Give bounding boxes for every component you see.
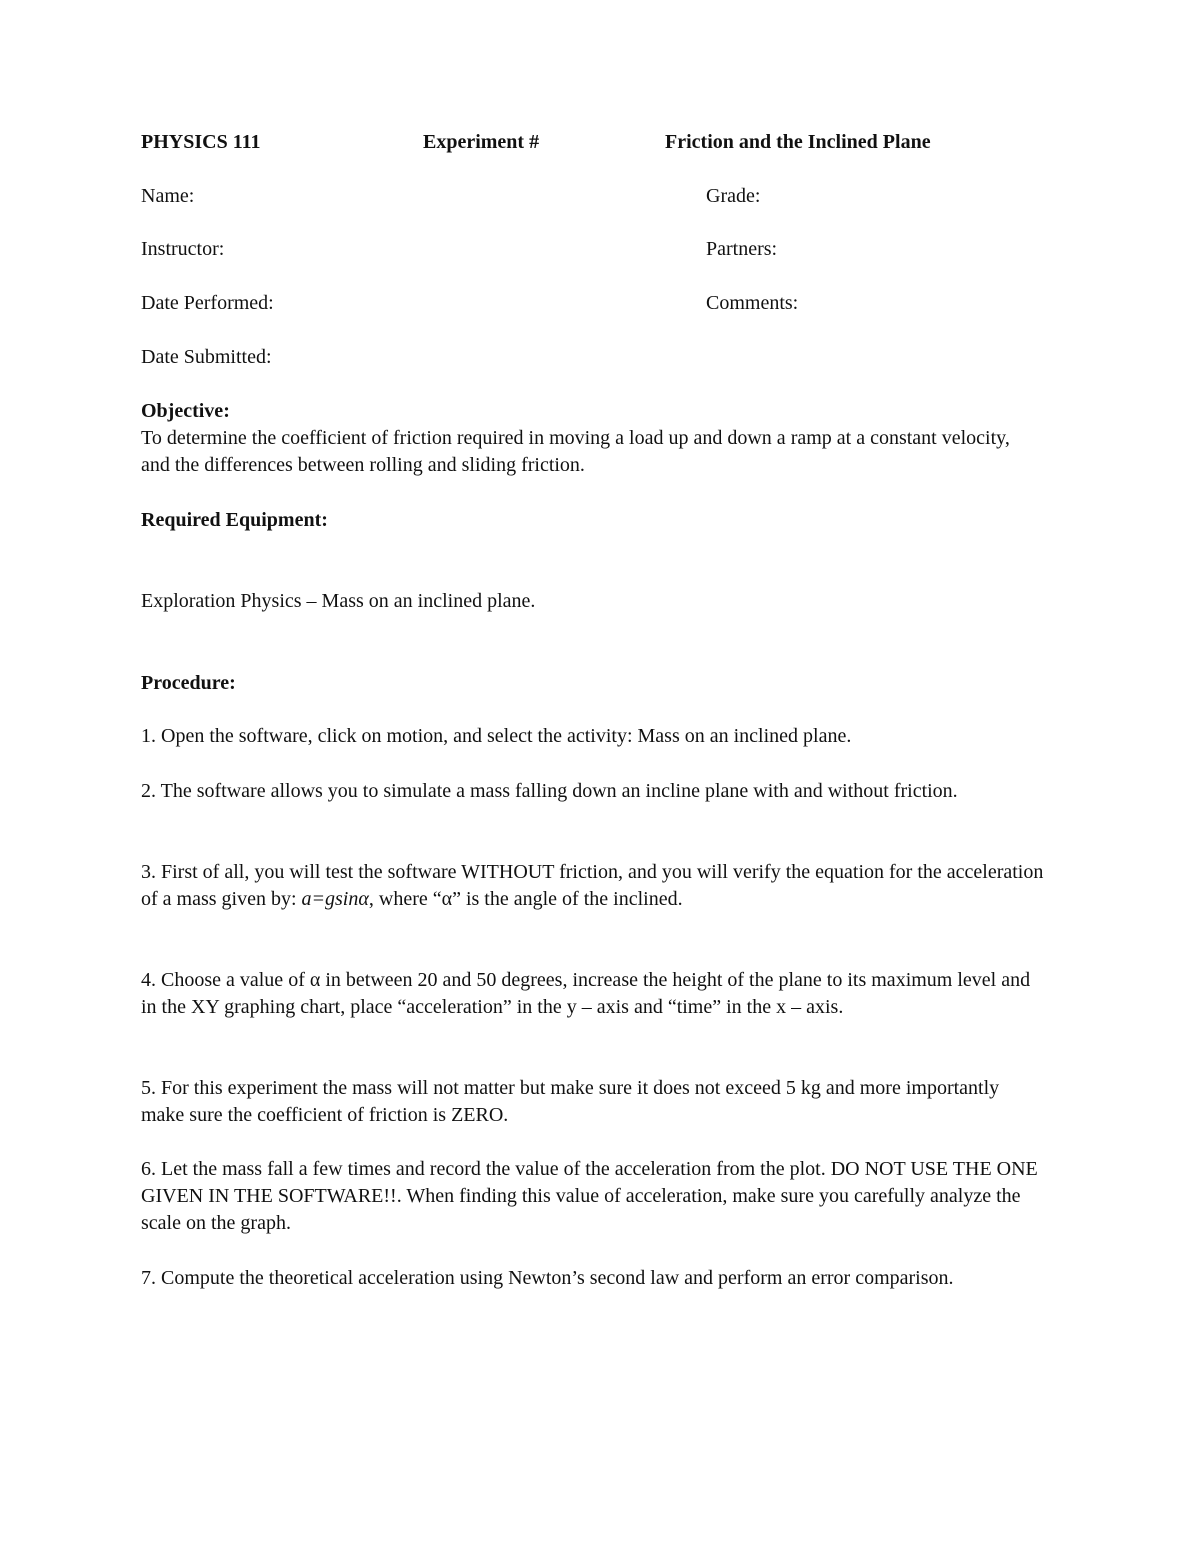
date-submitted-label: Date Submitted: xyxy=(141,346,272,368)
date-performed-label: Date Performed: xyxy=(141,292,274,314)
step-1-text: 1. Open the software, click on motion, and select the activity: Mass on an inclined plane. xyxy=(141,725,852,747)
equipment-heading: Required Equipment: xyxy=(141,509,328,531)
step-4-text: 4. Choose a value of α in between 20 and 50 degrees, increase the height of the plane to its maximum level and in the XY graphing chart, place “acceleration” in the y – axis and “time” in the x – axis. xyxy=(141,969,1031,1018)
grade-label: Grade: xyxy=(706,185,761,207)
procedure-step-7 xyxy=(141,1265,991,1292)
lab-title: Friction and the Inclined Plane xyxy=(665,131,931,153)
step-6-text: 6. Let the mass fall a few times and record the value of the acceleration from the plot. DO NOT USE THE ONE GIVEN IN THE SOFTWARE!!. When finding this value of acceleration, make sure you carefully analyze the scale on the graph. xyxy=(141,1158,1038,1234)
procedure-step-4 xyxy=(141,967,1046,1021)
procedure-step-5 xyxy=(141,1075,1046,1129)
procedure-step-3 xyxy=(141,859,1056,913)
procedure-step-2 xyxy=(141,778,1041,805)
name-label: Name: xyxy=(141,185,195,207)
comments-label: Comments: xyxy=(706,292,799,314)
objective-heading: Objective: xyxy=(141,400,230,422)
partners-label: Partners: xyxy=(706,238,778,260)
step-5-text: 5. For this experiment the mass will not matter but make sure it does not exceed 5 kg and more importantly make sure the coefficient of friction is ZERO. xyxy=(141,1077,1000,1126)
step-3-text-after: , where “α” is the angle of the inclined. xyxy=(368,888,683,910)
step-7-text: 7. Compute the theoretical acceleration using Newton’s second law and perform an error comparison. xyxy=(141,1267,954,1289)
procedure-heading: Procedure: xyxy=(141,672,236,694)
objective-text xyxy=(141,425,1011,479)
course-title: PHYSICS 111 xyxy=(141,131,261,153)
procedure-step-6 xyxy=(141,1156,1056,1237)
procedure-step-1 xyxy=(141,723,1061,750)
acceleration-equation: a=gsinα xyxy=(301,888,369,910)
equipment-text: Exploration Physics – Mass on an inclined plane. xyxy=(141,590,536,612)
experiment-number: Experiment # xyxy=(423,131,540,153)
step-3-text xyxy=(141,859,1056,913)
objective-paragraph: To determine the coefficient of friction required in moving a load up and down a ramp at a constant velocity, and the differences between rolling and sliding friction. xyxy=(141,427,1010,476)
instructor-label: Instructor: xyxy=(141,238,225,260)
step-3-text-before: 3. First of all, you will test the software WITHOUT friction, and you will verify the equation for the acceleration of a mass given by: xyxy=(141,861,1044,910)
step-2-text: 2. The software allows you to simulate a mass falling down an incline plane with and without friction. xyxy=(141,780,958,802)
